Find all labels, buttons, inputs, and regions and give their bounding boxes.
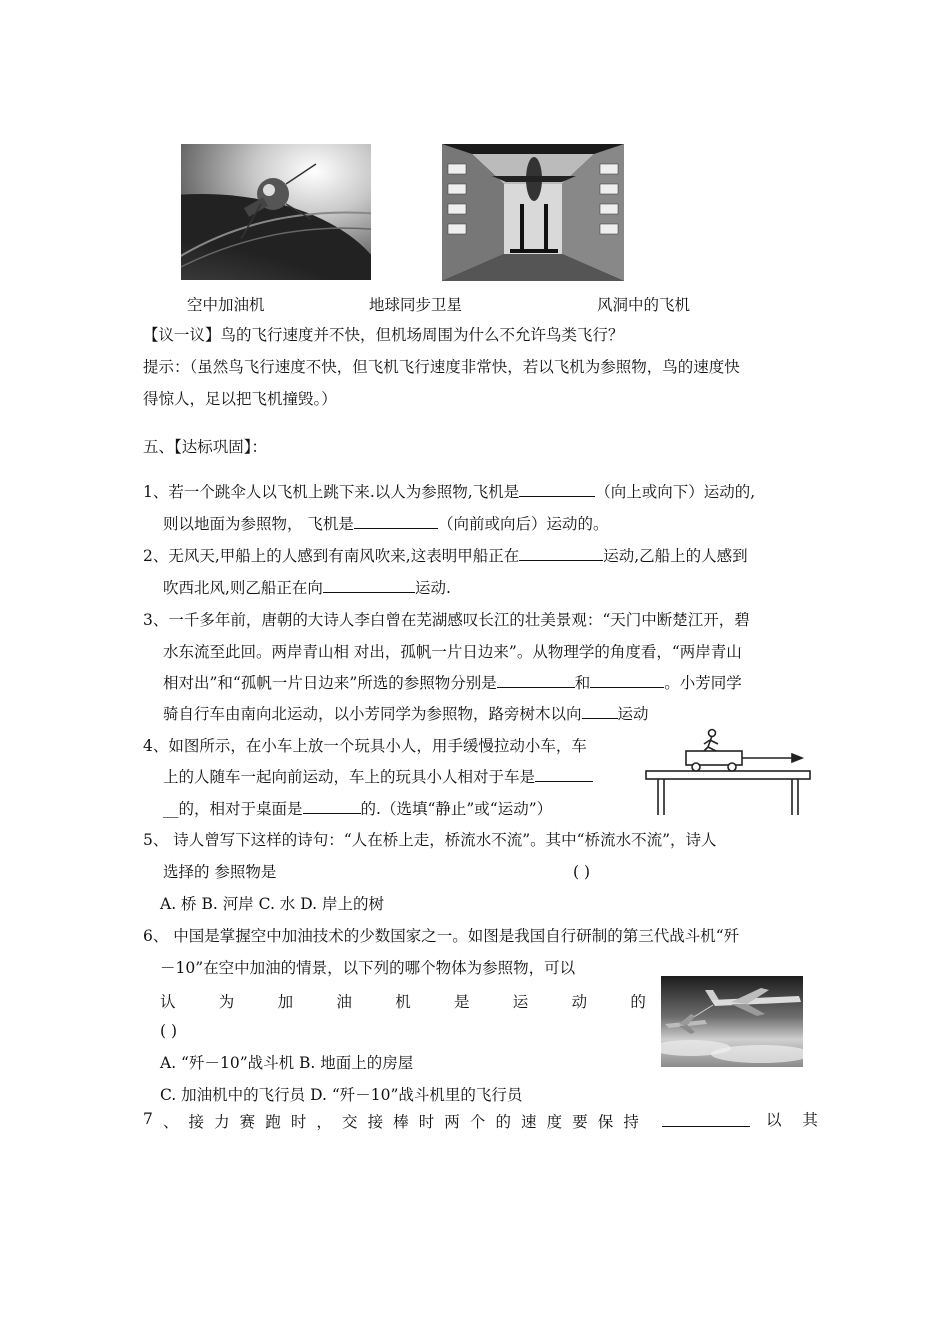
q4-text-c: 的.（选填“静止”或“运动”） [360,800,553,818]
q5-answer-paren[interactable]: ( ) [573,863,591,881]
q1-blank-1[interactable] [519,482,595,497]
q2-text-d: 运动. [414,579,451,597]
q7-char: 跑 [265,1113,281,1131]
q4-line3 [163,799,552,819]
q6-line3 [160,990,646,1010]
q7-char: 接 [188,1113,205,1131]
q3-text-c: 。小芳同学 [664,674,742,692]
q6-answer-paren[interactable]: ( ) [160,1022,178,1040]
q2-line2 [163,578,451,598]
q3-text-b: 和 [574,674,591,692]
discussion-hint-line2: 得惊人，足以把飞机撞毁。） [143,390,337,408]
q4-line1: 4、如图所示，在小车上放一个玩具小人，用手缓慢拉动小车，车 [143,737,587,755]
figure-caption-wind-tunnel: 风洞中的飞机 [597,296,691,314]
q7-char: 度 [546,1113,563,1131]
refueling-photo [661,976,803,1067]
q1-blank-2[interactable] [354,514,438,529]
section-title: 五、【达标巩固】： [143,438,268,456]
q6-char: 加 [277,993,294,1011]
q7-char: 交 [341,1113,358,1131]
q3-line4 [163,704,649,724]
q6-char: 的 [630,993,646,1011]
q3-blank-2[interactable] [590,673,664,688]
q6-char: 为 [218,993,235,1011]
q4-blank-1[interactable] [535,767,593,782]
q2-text-b: 运动,乙船上的人感到 [603,547,748,565]
q7-char: 时 [418,1113,435,1131]
satellite-photo [181,144,371,280]
q4-text-a: 上的人随车一起向前运动，车上的玩具小人相对于车是 [163,768,536,786]
q2-text-c: 吹西北风,则乙船正在向 [163,579,323,597]
q5-options: A. 桥 B. 河岸 C. 水 D. 岸上的树 [160,895,384,913]
q4-blank-2[interactable] [303,799,361,814]
q1-text-b: （向上或向下）运动的, [595,483,756,501]
figure-caption-satellite: 地球同步卫星 [369,296,463,314]
q2-text-a: 2、无风天,甲船上的人感到有南风吹来,这表明甲船正在 [143,547,520,565]
q6-line2: －10”在空中加油的情景，以下列的哪个物体为参照物，可以 [160,959,576,977]
q5-line1: 5、 诗人曾写下这样的诗句：“人在桥上走，桥流水不流”。其中“桥流水不流”，诗人 [143,831,717,849]
q6-char: 油 [336,993,352,1011]
discussion-hint-line1: 提示：（虽然鸟飞行速度不快，但飞机飞行速度非常快，若以飞机为参照物，鸟的速度快 [143,358,740,376]
q7-char: 要 [572,1113,588,1131]
q7-char: 力 [214,1113,230,1131]
q7-char: 、 [162,1113,179,1131]
q7-char: 个 [469,1113,486,1131]
q3-text-d: 骑自行车由南向北运动，以小芳同学为参照物，路旁树木以向 [163,705,582,723]
discussion-question: 【议一议】鸟的飞行速度并不快，但机场周围为什么不允许鸟类飞行？ [143,326,624,344]
q7-char: 保 [597,1113,614,1131]
q4-text-b: __的，相对于桌面是 [163,800,303,818]
q7-tail: 以 其 [766,1111,818,1129]
q7-blank[interactable] [662,1112,750,1127]
q3-line2: 水东流至此回。两岸青山相 对出，孤帆一片日边来”。从物理学的角度看，“两岸青山 [163,643,742,661]
toy-cart-diagram [642,727,814,819]
q6-line1: 6、 中国是掌握空中加油技术的少数国家之一。如图是我国自行研制的第三代战斗机“歼 [143,927,740,945]
figure-caption-refueler: 空中加油机 [187,296,265,314]
q2-blank-1[interactable] [519,546,603,561]
q7-char: 赛 [239,1113,256,1131]
q2-line1 [143,546,748,566]
q6-char: 认 [160,993,176,1011]
q7-char: 7 [143,1110,153,1128]
q7-char: 的 [495,1113,511,1131]
q7-char: ， [316,1113,332,1131]
q7-char: 棒 [393,1113,409,1131]
q3-line1: 3、一千多年前，唐朝的大诗人李白曾在芜湖感叹长江的壮美景观：“天门中断楚江开，碧 [143,611,750,629]
q1-line2 [163,514,608,534]
q5-line2: 选择的 参照物是 [163,863,277,881]
q1-line1 [143,482,755,502]
q7-char: 持 [623,1113,639,1131]
q7-char: 两 [444,1113,460,1131]
q3-blank-1[interactable] [497,673,575,688]
q6-options-cd: C. 加油机中的飞行员 D. “歼－10”战斗机里的飞行员 [160,1086,523,1104]
q7-char: 时 [290,1113,307,1131]
q7-char: 接 [367,1113,384,1131]
q6-char: 动 [571,993,588,1011]
q3-text-a: 相对出”和“孤帆一片日边来”所选的参照物分别是 [163,674,497,692]
q1-text-c: 则以地面为参照物， 飞机是 [163,515,354,533]
q7-line [143,1110,639,1130]
q6-char: 运 [512,993,529,1011]
q3-blank-3[interactable] [582,704,618,719]
q6-char: 是 [453,993,470,1011]
q3-text-e: 运动 [617,705,649,723]
q4-line2 [163,767,593,787]
q6-options-ab: A. “歼－10”战斗机 B. 地面上的房屋 [160,1054,414,1072]
q1-text-d: （向前或向后）运动的。 [437,515,609,533]
q2-blank-2[interactable] [323,578,415,593]
q1-text-a: 1、若一个跳伞人以飞机上跳下来.以人为参照物,飞机是 [143,483,520,501]
q6-char: 机 [395,993,411,1011]
wind-tunnel-photo [442,144,624,281]
q3-line3 [163,673,742,693]
q7-char: 速 [521,1113,537,1131]
